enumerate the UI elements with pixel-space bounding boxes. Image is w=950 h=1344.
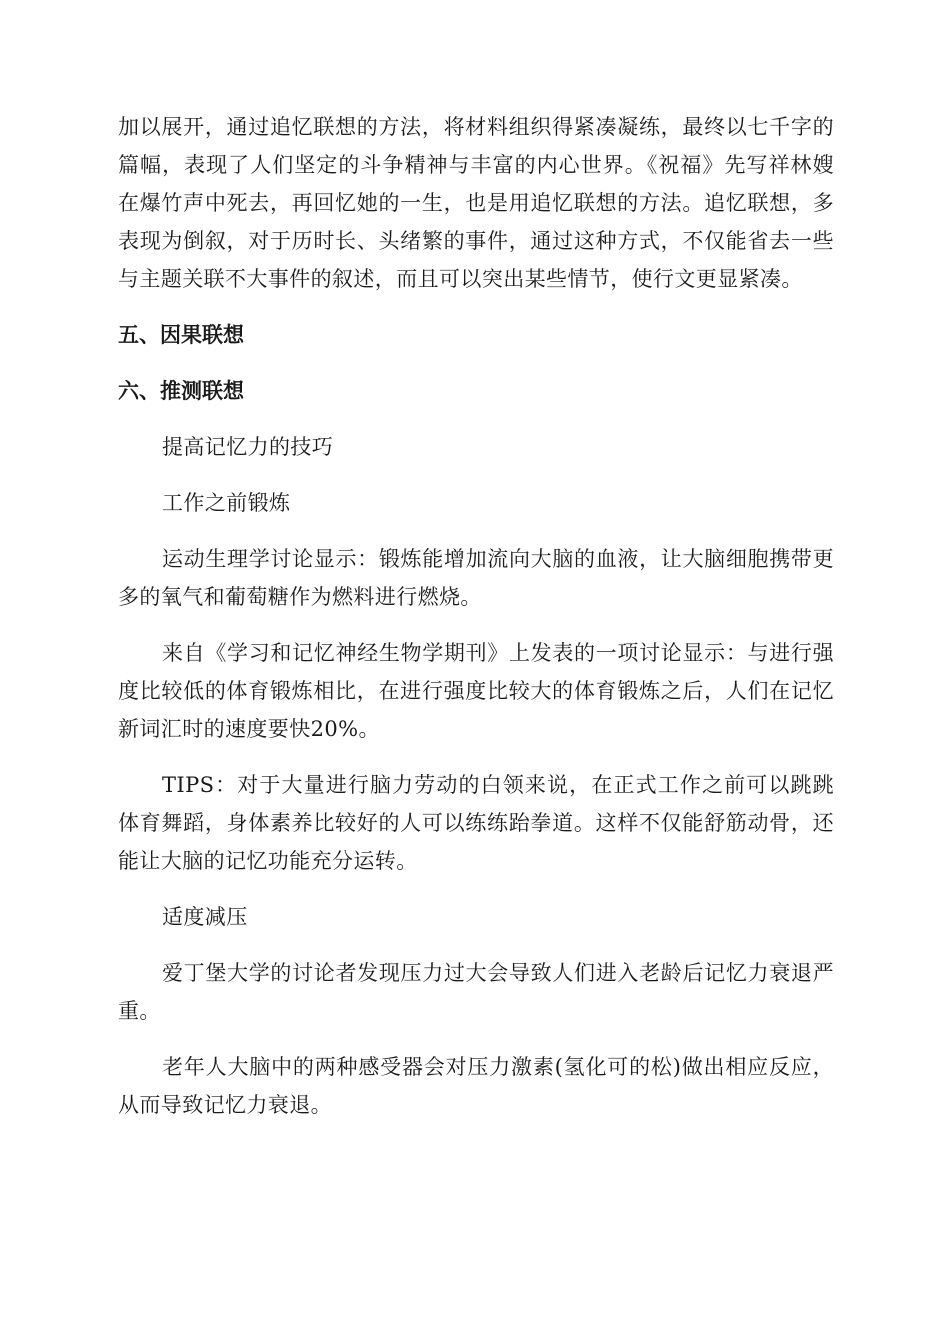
heading-speculative-association: 六、推测联想 <box>118 379 244 403</box>
heading-causal-association: 五、因果联想 <box>118 323 244 347</box>
paragraph-edinburgh-study: 爱丁堡大学的讨论者发现压力过大会导致人们进入老龄后记忆力衰退严重。 <box>118 961 834 1023</box>
subheading-memory-tips: 提高记忆力的技巧 <box>162 435 334 459</box>
subheading-stress-relief: 适度减压 <box>162 905 248 929</box>
paragraph-tips: TIPS：对于大量进行脑力劳动的白领来说，在正式工作之前可以跳跳体育舞蹈，身体素养比较好的人可以练练跆拳道。这样不仅能舒筋动骨，还能让大脑的记忆功能充分运转。 <box>118 773 834 873</box>
document-page <box>118 108 834 1142</box>
paragraph-journal-study: 来自《学习和记忆神经生物学期刊》上发表的一项讨论显示：与进行强度比较低的体育锻炼相比，在进行强度比较大的体育锻炼之后，人们在记忆新词汇时的速度要快20%。 <box>118 641 834 741</box>
paragraph-recall-association: 加以展开，通过追忆联想的方法，将材料组织得紧凑凝练，最终以七千字的篇幅，表现了人们坚定的斗争精神与丰富的内心世界。《祝福》先写祥林嫂在爆竹声中死去，再回忆她的一生，也是用追忆联想的方法。追忆联想，多表现为倒叙，对于历时长、头绪繁的事件，通过这种方式，不仅能省去一些与主题关联不大事件的叙述，而且可以突出某些情节，使行文更显紧凑。 <box>118 115 834 291</box>
subheading-exercise-before-work: 工作之前锻炼 <box>162 491 291 515</box>
paragraph-exercise-physiology: 运动生理学讨论显示：锻炼能增加流向大脑的血液，让大脑细胞携带更多的氧气和葡萄糖作为燃料进行燃烧。 <box>118 547 834 609</box>
paragraph-stress-hormone: 老年人大脑中的两种感受器会对压力激素(氢化可的松)做出相应反应，从而导致记忆力衰退。 <box>118 1055 834 1117</box>
